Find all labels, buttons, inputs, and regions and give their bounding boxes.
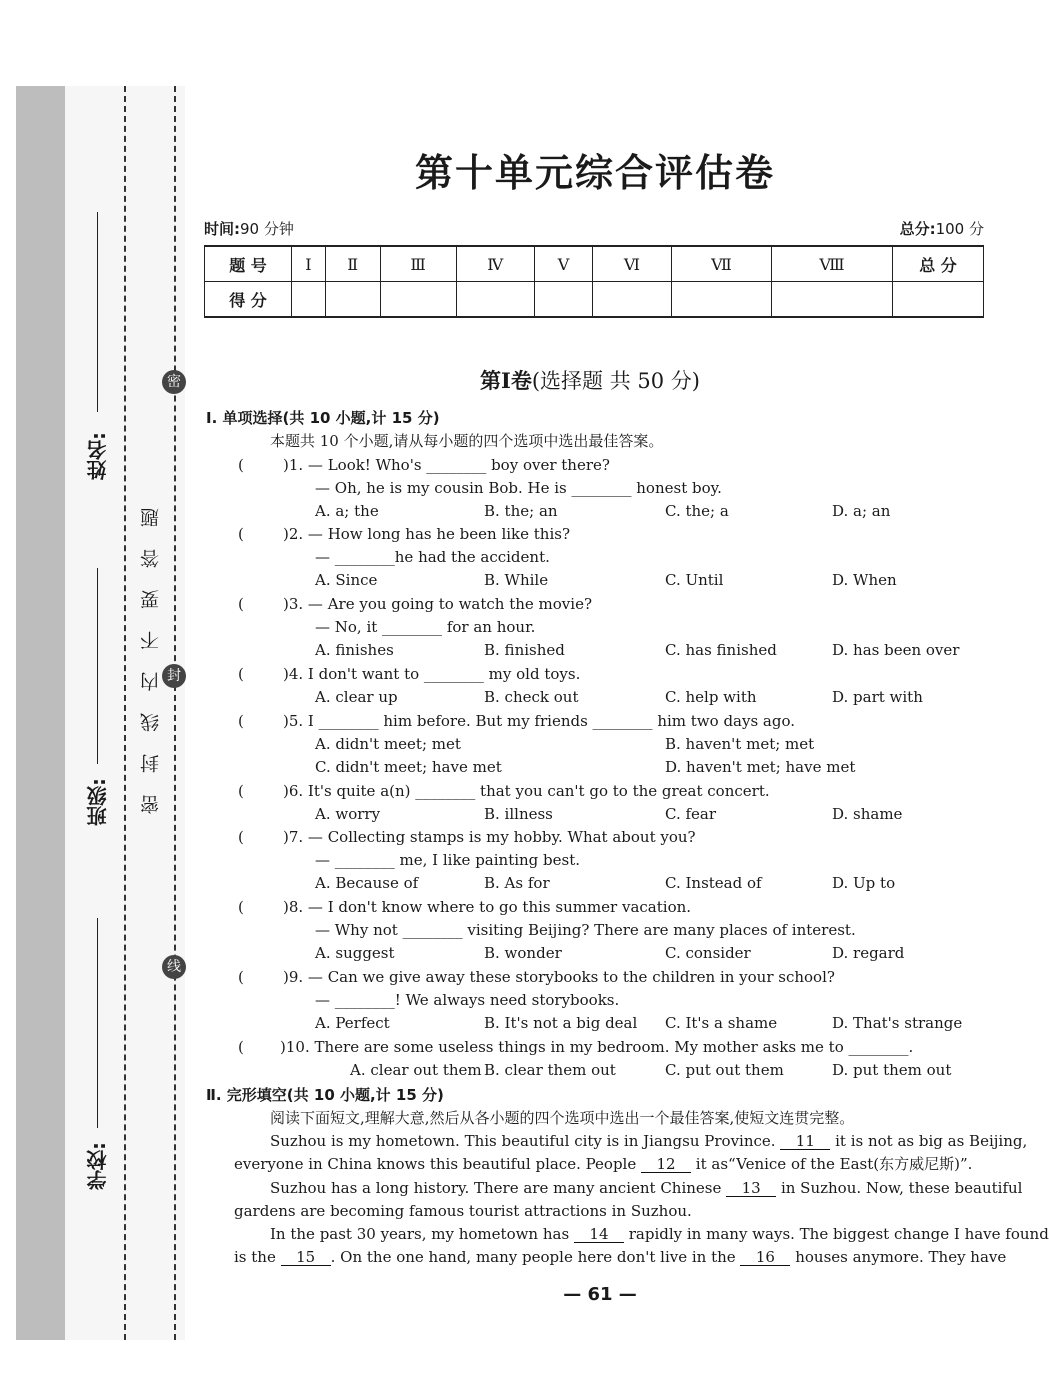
- binding-strip: [16, 86, 65, 1340]
- option-c[interactable]: C. fear: [665, 805, 717, 823]
- passage-line: is the 15 . On the one hand, many people here don't live in the 16 houses anymore. They have: [234, 1248, 1007, 1266]
- answer-paren[interactable]: (: [238, 456, 244, 474]
- option-a[interactable]: A. clear up: [315, 688, 398, 706]
- blank-14[interactable]: 14: [574, 1226, 624, 1243]
- answer-paren[interactable]: (: [238, 525, 244, 543]
- answer-paren[interactable]: (: [238, 828, 244, 846]
- option-b[interactable]: B. As for: [484, 874, 550, 892]
- option-a[interactable]: A. finishes: [315, 641, 394, 659]
- option-b[interactable]: B. finished: [484, 641, 565, 659]
- option-c[interactable]: C. consider: [665, 944, 751, 962]
- score-cell[interactable]: [671, 282, 771, 318]
- question-stem: )4. I don't want to ________ my old toys.: [283, 665, 581, 683]
- blank-16[interactable]: 16: [740, 1249, 790, 1266]
- question-stem: )8. — I don't know where to go this summer vacation.: [283, 898, 692, 916]
- blank-15[interactable]: 15: [281, 1249, 331, 1266]
- question-stem: )9. — Can we give away these storybooks to the children in your school?: [283, 968, 835, 986]
- page-number: — 61 —: [563, 1284, 637, 1305]
- option-d[interactable]: D. a; an: [832, 502, 891, 520]
- option-d[interactable]: D. shame: [832, 805, 903, 823]
- option-b[interactable]: B. While: [484, 571, 549, 589]
- col-8: Ⅷ: [771, 246, 892, 282]
- option-a[interactable]: A. a; the: [315, 502, 379, 520]
- col-1: Ⅰ: [292, 246, 326, 282]
- answer-paren[interactable]: (: [238, 1038, 244, 1056]
- blank-11[interactable]: 11: [780, 1133, 830, 1150]
- passage-line: Suzhou is my hometown. This beautiful city is in Jiangsu Province. 11 it is not as big as Beijing,: [270, 1132, 1028, 1150]
- option-c[interactable]: C. put out them: [665, 1061, 784, 1079]
- answer-paren[interactable]: (: [238, 665, 244, 683]
- question-stem: )1. — Look! Who's ________ boy over there?: [283, 456, 610, 474]
- school-write-line[interactable]: [97, 918, 98, 1128]
- option-d[interactable]: D. That's strange: [832, 1014, 963, 1032]
- score-cell[interactable]: [534, 282, 592, 318]
- answer-paren[interactable]: (: [238, 712, 244, 730]
- score-cell-total[interactable]: [893, 282, 984, 318]
- cut-line-inner: [174, 86, 176, 1340]
- part2-instruction: 阅读下面短文,理解大意,然后从各小题的四个选项中选出一个最佳答案,使短文连贯完整。: [270, 1109, 855, 1127]
- option-a[interactable]: A. Since: [315, 571, 378, 589]
- col-total: 总 分: [893, 246, 984, 282]
- class-label: 班级:: [86, 778, 110, 826]
- question-stem-reply: — Why not ________ visiting Beijing? There are many places of interest.: [315, 921, 856, 939]
- question-stem: )7. — Collecting stamps is my hobby. What about you?: [283, 828, 696, 846]
- option-b[interactable]: B. the; an: [484, 502, 558, 520]
- question-stem: )6. It's quite a(n) ________ that you can't go to the great concert.: [283, 782, 770, 800]
- name-label: 姓名:: [86, 432, 110, 480]
- question-stem: )3. — Are you going to watch the movie?: [283, 595, 592, 613]
- col-6: Ⅵ: [592, 246, 671, 282]
- option-b[interactable]: B. wonder: [484, 944, 562, 962]
- option-d[interactable]: D. regard: [832, 944, 905, 962]
- seal-mark-xian: 线: [162, 955, 186, 979]
- option-b[interactable]: B. clear them out: [484, 1061, 616, 1079]
- option-b[interactable]: B. check out: [484, 688, 579, 706]
- option-a[interactable]: A. clear out them: [350, 1061, 482, 1079]
- passage-line: In the past 30 years, my hometown has 14 rapidly in many ways. The biggest change I have found: [270, 1225, 1049, 1243]
- seal-mark-feng: 封: [162, 664, 186, 688]
- part2-heading: Ⅱ. 完形填空(共 10 小题,计 15 分): [206, 1086, 444, 1104]
- option-a[interactable]: A. didn't meet; met: [315, 735, 461, 753]
- option-b[interactable]: B. It's not a big deal: [484, 1014, 638, 1032]
- score-cell[interactable]: [292, 282, 326, 318]
- blank-12[interactable]: 12: [641, 1156, 691, 1173]
- option-a[interactable]: A. Because of: [315, 874, 419, 892]
- question-stem: )5. I ________ him before. But my friends ________ him two days ago.: [283, 712, 796, 730]
- total-info: 总分:100 分: [899, 220, 984, 238]
- score-table: [204, 245, 984, 318]
- question-stem-reply: — ________ me, I like painting best.: [315, 851, 581, 869]
- col-2: Ⅱ: [325, 246, 380, 282]
- option-b[interactable]: B. haven't met; met: [665, 735, 815, 753]
- score-cell[interactable]: [380, 282, 456, 318]
- answer-paren[interactable]: (: [238, 968, 244, 986]
- option-d[interactable]: D. put them out: [832, 1061, 952, 1079]
- page-title: 第十单元综合评估卷: [414, 150, 775, 195]
- passage-line: Suzhou has a long history. There are many ancient Chinese 13 in Suzhou. Now, these beautiful: [270, 1179, 1023, 1197]
- option-c[interactable]: C. the; a: [665, 502, 729, 520]
- row-header-number: 题 号: [205, 246, 292, 282]
- option-a[interactable]: A. suggest: [315, 944, 395, 962]
- option-b[interactable]: B. illness: [484, 805, 553, 823]
- answer-paren[interactable]: (: [238, 595, 244, 613]
- question-stem: )2. — How long has he been like this?: [283, 525, 570, 543]
- option-d[interactable]: D. Up to: [832, 874, 896, 892]
- score-cell[interactable]: [325, 282, 380, 318]
- score-cell[interactable]: [771, 282, 892, 318]
- question-stem-reply: — No, it ________ for an hour.: [315, 618, 536, 636]
- question-stem-reply: — ________! We always need storybooks.: [315, 991, 620, 1009]
- option-c[interactable]: C. has finished: [665, 641, 777, 659]
- col-4: Ⅳ: [456, 246, 534, 282]
- option-d[interactable]: D. When: [832, 571, 897, 589]
- score-cell[interactable]: [592, 282, 671, 318]
- option-d[interactable]: D. has been over: [832, 641, 960, 659]
- option-d[interactable]: D. haven't met; have met: [665, 758, 856, 776]
- col-5: Ⅴ: [534, 246, 592, 282]
- class-write-line[interactable]: [97, 568, 98, 764]
- option-c[interactable]: C. help with: [665, 688, 757, 706]
- cut-line-outer: [124, 86, 126, 1340]
- blank-13[interactable]: 13: [726, 1180, 776, 1197]
- option-c[interactable]: C. Until: [665, 571, 724, 589]
- answer-paren[interactable]: (: [238, 782, 244, 800]
- question-stem-reply: — Oh, he is my cousin Bob. He is ________ honest boy.: [315, 479, 722, 497]
- option-a[interactable]: A. Perfect: [315, 1014, 390, 1032]
- question-stem: )10. There are some useless things in my bedroom. My mother asks me to ________.: [280, 1038, 914, 1056]
- option-d[interactable]: D. part with: [832, 688, 923, 706]
- col-3: Ⅲ: [380, 246, 456, 282]
- seal-notice: 密 封 线 内 不 要 答 题: [140, 500, 162, 815]
- school-label: 学校:: [86, 1142, 110, 1190]
- part1-instruction: 本题共 10 个小题,请从每小题的四个选项中选出最佳答案。: [270, 432, 664, 450]
- option-c[interactable]: C. Instead of: [665, 874, 762, 892]
- passage-line: gardens are becoming famous tourist attractions in Suzhou.: [234, 1202, 692, 1220]
- seal-mark-mi: 密: [162, 370, 186, 394]
- name-write-line[interactable]: [97, 212, 98, 412]
- time-info: 时间:90 分钟: [204, 220, 294, 238]
- passage-line: everyone in China knows this beautiful place. People 12 it as“Venice of the East(东方威尼斯)”.: [234, 1155, 973, 1173]
- part1-heading: Ⅰ. 单项选择(共 10 小题,计 15 分): [206, 409, 440, 427]
- question-stem-reply: — ________he had the accident.: [315, 548, 550, 566]
- option-a[interactable]: A. worry: [315, 805, 381, 823]
- option-c[interactable]: C. didn't meet; have met: [315, 758, 502, 776]
- col-7: Ⅶ: [671, 246, 771, 282]
- section-title: 第Ⅰ卷(选择题 共 50 分): [480, 368, 700, 393]
- row-header-score: 得 分: [205, 282, 292, 318]
- score-cell[interactable]: [456, 282, 534, 318]
- answer-paren[interactable]: (: [238, 898, 244, 916]
- option-c[interactable]: C. It's a shame: [665, 1014, 778, 1032]
